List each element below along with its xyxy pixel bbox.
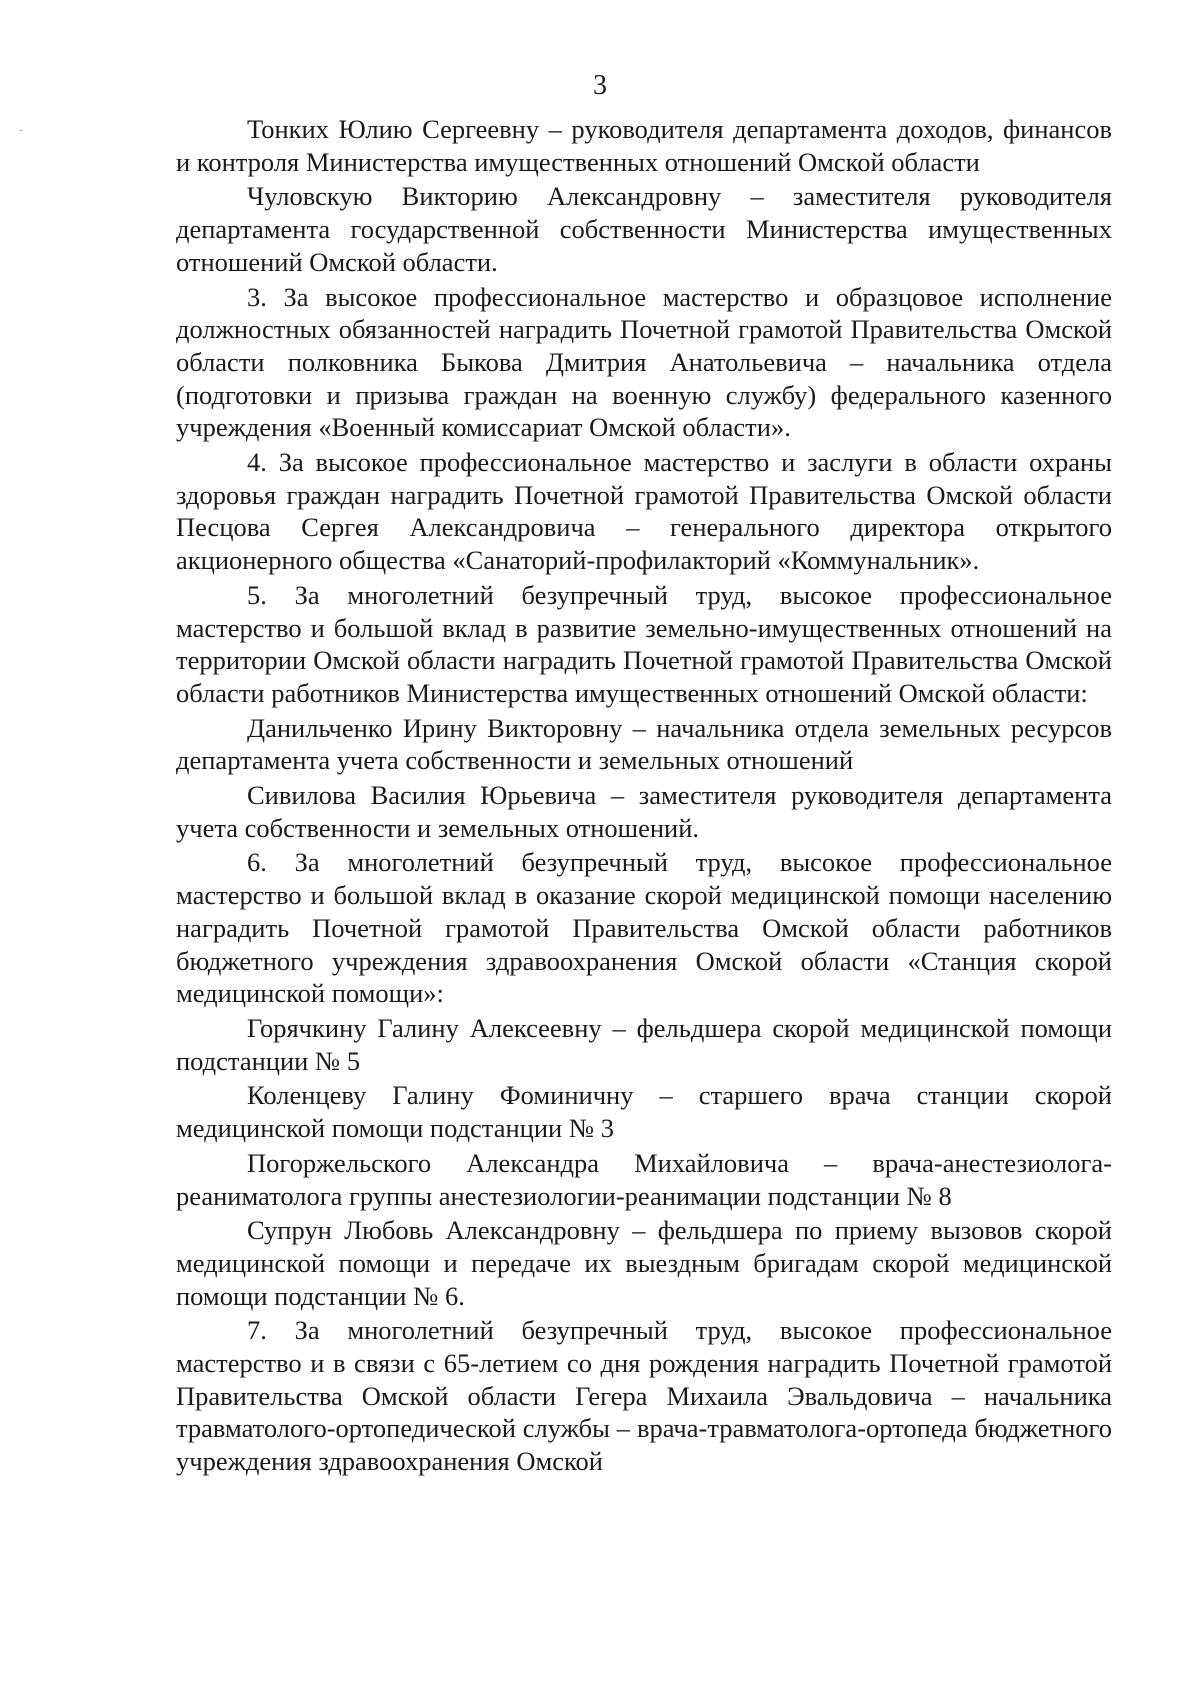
paragraph-tonkikh: Тонких Юлию Сергеевну – руководителя департамента доходов, финансов и контроля Министерства имущественных отношений Омской области [176,114,1112,177]
scan-artifact [20,130,22,131]
paragraph-sivilov: Сивилова Василия Юрьевича – заместителя руководителя департамента учета собственности и земельных отношений. [176,780,1112,843]
paragraph-suprun: Супрун Любовь Александровну – фельдшера по приему вызовов скорой медицинской помощи и передаче их выездным бригадам скорой медицинской помощи подстанции № 6. [176,1215,1112,1311]
paragraph-chulovskaya: Чуловскую Викторию Александровну – заместителя руководителя департамента государственной собственности Министерства имущественных отношений Омской области. [176,181,1112,277]
paragraph-goryachkina: Горячкину Галину Алексеевну – фельдшера скорой медицинской помощи подстанции № 5 [176,1012,1112,1076]
paragraph-item-4: 4. За высокое профессиональное мастерство и заслуги в области охраны здоровья граждан наградить Почетной грамотой Правительства Омской области Песцова Сергея Александровича – генерального директора открытого акционерного общества «Санаторий-профилакторий «Коммунальник». [176,447,1112,576]
page-number: 3 [593,70,607,101]
paragraph-danilchenko: Данильченко Ирину Викторовну – начальника отдела земельных ресурсов департамента учета собственности и земельных отношений [176,712,1112,776]
paragraph-item-3: 3. За высокое профессиональное мастерство и образцовое исполнение должностных обязанностей наградить Почетной грамотой Правительства Омской области полковника Быкова Дмитрия Анатольевича – начальника отдела (подготовки и призыва граждан на военную службу) федерального казенного учреждения «Военный комиссариат Омской области». [176,281,1112,443]
paragraph-pogorzhelsky: Погоржельского Александра Михайловича – врача-анестезиолога-реаниматолога группы анестезиологии-реанимации подстанции № 8 [176,1147,1112,1211]
paragraph-kolentseva: Коленцеву Галину Фоминичну – старшего врача станции скорой медицинской помощи подстанции № 3 [176,1080,1112,1144]
paragraph-item-7: 7. За многолетний безупречный труд, высокое профессиональное мастерство и в связи с 65-летием со дня рождения наградить Почетной грамотой Правительства Омской области Гегера Михаила Эвальдовича – начальника травматолого-ортопедической службы – врача-травматолога-ортопеда бюджетного учреждения здравоохранения Омской [176,1315,1112,1477]
paragraph-item-6: 6. За многолетний безупречный труд, высокое профессиональное мастерство и большой вклад в оказание скорой медицинской помощи населению наградить Почетной грамотой Правительства Омской области работников бюджетного учреждения здравоохранения Омской области «Станция скорой медицинской помощи»: [176,847,1112,1009]
paragraph-item-5: 5. За многолетний безупречный труд, высокое профессиональное мастерство и большой вклад в развитие земельно-имущественных отношений на территории Омской области наградить Почетной грамотой Правительства Омской области работников Министерства имущественных отношений Омской области: [176,579,1112,708]
document-body [176,113,1112,1480]
